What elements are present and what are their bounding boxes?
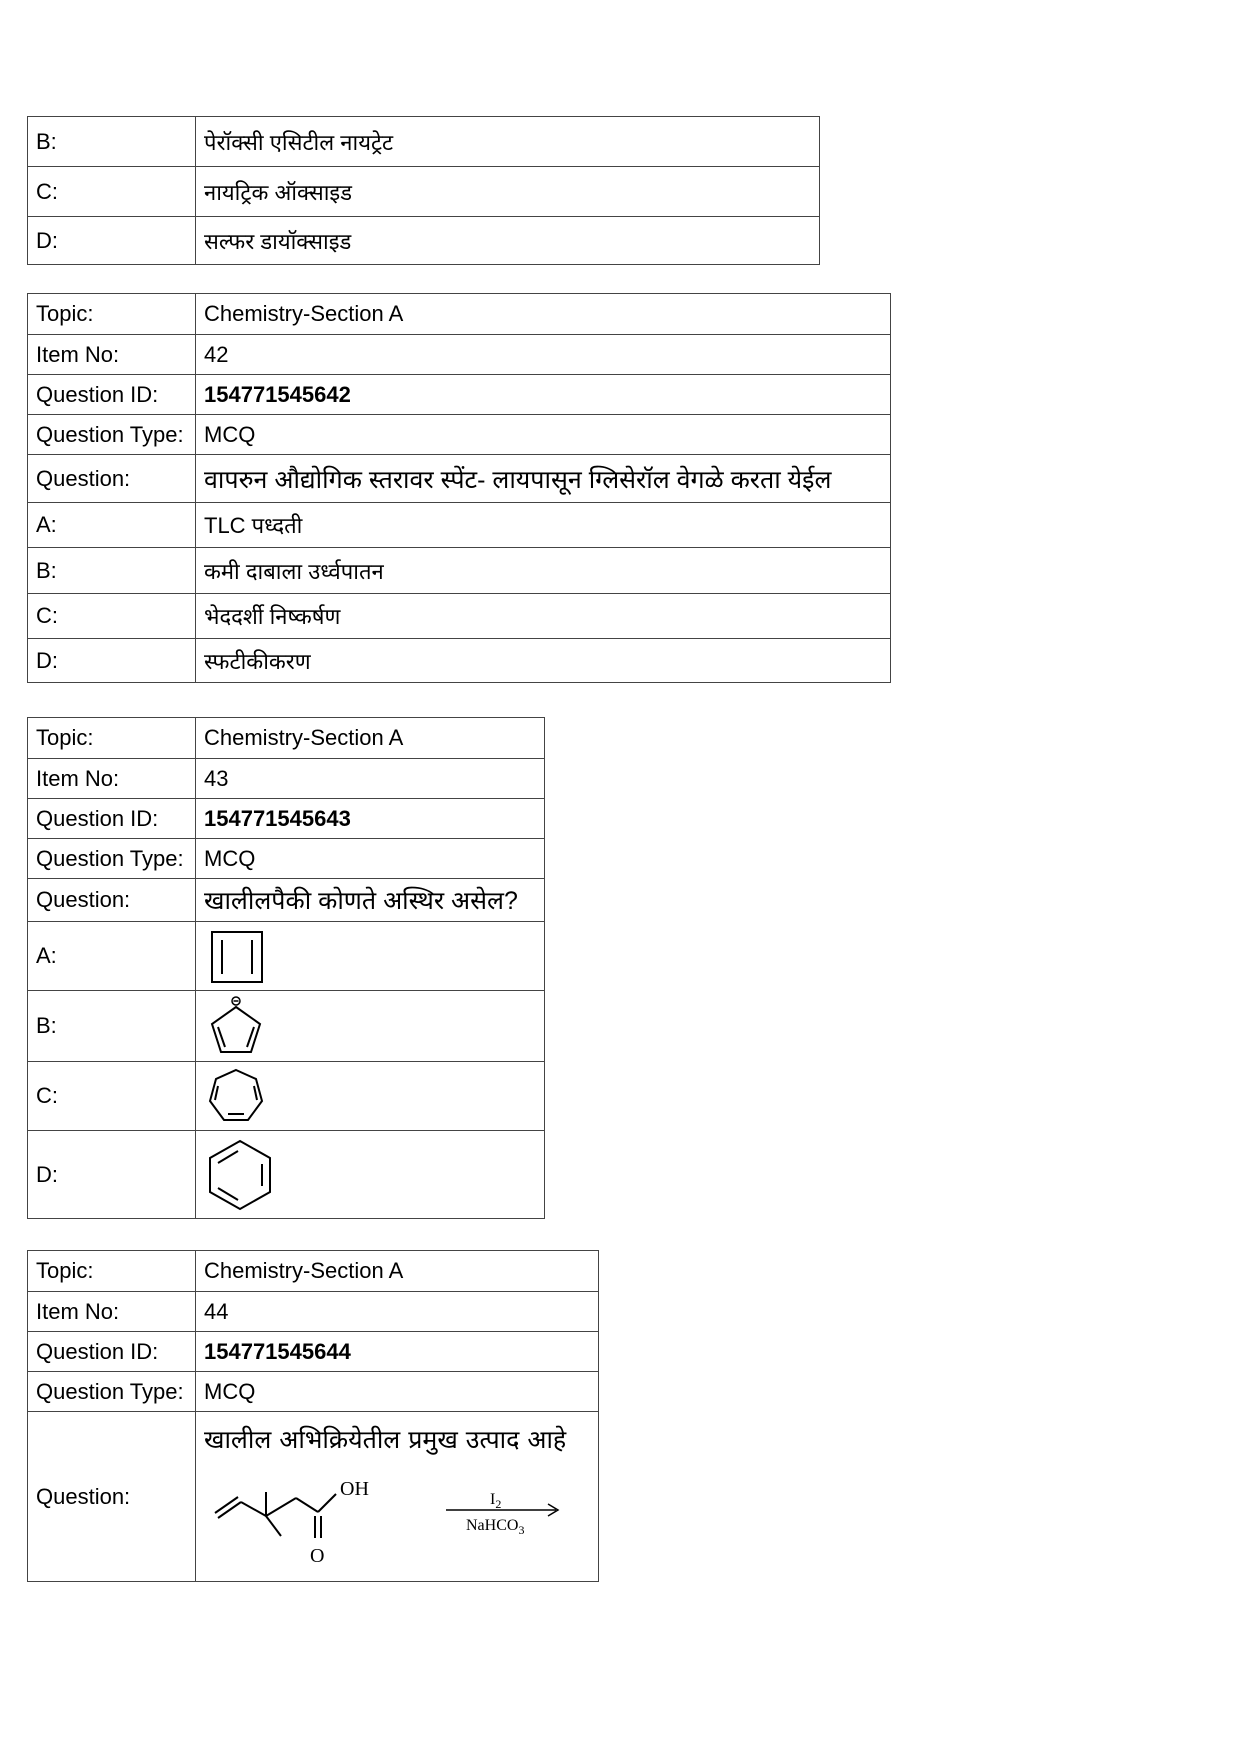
carbonyl-oxygen-label: O: [310, 1544, 325, 1567]
question-label: Question:: [28, 1412, 196, 1582]
option-c-label: C:: [28, 1062, 196, 1131]
reaction-scheme: [196, 1458, 596, 1576]
question-id-label: Question ID:: [28, 375, 196, 415]
option-c-text: नायट्रिक ऑक्साइड: [196, 167, 820, 217]
reagent-bicarbonate: [466, 1517, 524, 1537]
option-c-label: C:: [28, 594, 196, 639]
option-b-label: B:: [28, 117, 196, 167]
question-type-label: Question Type:: [28, 1372, 196, 1412]
item-no-value: 44: [196, 1292, 599, 1332]
question-content: [196, 1412, 599, 1582]
reagent-iodine-subscript: 2: [495, 1496, 502, 1511]
topic-label: Topic:: [28, 294, 196, 335]
option-c-image: [196, 1062, 545, 1131]
question-text: खालील अभिक्रियेतील प्रमुख उत्पाद आहे: [204, 1424, 567, 1454]
question-label: Question:: [28, 879, 196, 922]
item-no-value: 43: [196, 759, 545, 799]
cyclopentadienyl-anion-structure-icon: [204, 994, 268, 1058]
item-no-label: Item No:: [28, 1292, 196, 1332]
reagent-iodine-symbol: I: [490, 1490, 496, 1508]
option-a-label: A:: [28, 503, 196, 548]
option-b-image: [196, 991, 545, 1062]
option-d-label: D:: [28, 639, 196, 683]
option-c-text: भेददर्शी निष्कर्षण: [196, 594, 891, 639]
question-id-value: 154771545644: [196, 1332, 599, 1372]
option-a-text: TLC पध्दती: [196, 503, 891, 548]
option-d-label: D:: [28, 1131, 196, 1219]
reagent-bicarbonate-formula: NaHCO: [466, 1516, 519, 1534]
question-type-label: Question Type:: [28, 415, 196, 455]
question-type-value: MCQ: [196, 839, 545, 879]
option-c-label: C:: [28, 167, 196, 217]
question-44-table: [27, 1250, 599, 1582]
topic-value: Chemistry-Section A: [196, 1251, 599, 1292]
option-a-image: [196, 922, 545, 991]
topic-value: Chemistry-Section A: [196, 718, 545, 759]
reagent-bicarbonate-subscript: 3: [518, 1522, 525, 1537]
question-id-label: Question ID:: [28, 799, 196, 839]
question-id-label: Question ID:: [28, 1332, 196, 1372]
question-label: Question:: [28, 455, 196, 503]
option-d-text: स्फटीकीकरण: [196, 639, 891, 683]
item-no-label: Item No:: [28, 759, 196, 799]
question-id-value: 154771545642: [196, 375, 891, 415]
option-b-text: कमी दाबाला उर्ध्वपातन: [196, 548, 891, 594]
cycloheptatriene-structure-icon: [204, 1064, 268, 1128]
question-type-value: MCQ: [196, 1372, 599, 1412]
item-no-value: 42: [196, 335, 891, 375]
question-id-value: 154771545643: [196, 799, 545, 839]
question-type-value: MCQ: [196, 415, 891, 455]
question-43-table: [27, 717, 545, 1219]
question-text: खालीलपैकी कोणते अस्थिर असेल?: [196, 879, 545, 922]
option-b-label: B:: [28, 548, 196, 594]
hydroxyl-label: OH: [340, 1477, 369, 1500]
question-42-table: [27, 293, 891, 683]
previous-question-options: [27, 116, 820, 265]
reagent-iodine: [490, 1491, 501, 1511]
option-d-text: सल्फर डायॉक्साइड: [196, 217, 820, 265]
question-text: वापरुन औद्योगिक स्तरावर स्पेंट- लायपासून ग्लिसेरॉल वेगळे करता येईल: [196, 455, 891, 503]
option-b-label: B:: [28, 991, 196, 1062]
option-d-label: D:: [28, 217, 196, 265]
item-no-label: Item No:: [28, 335, 196, 375]
question-type-label: Question Type:: [28, 839, 196, 879]
topic-label: Topic:: [28, 1251, 196, 1292]
topic-label: Topic:: [28, 718, 196, 759]
topic-value: Chemistry-Section A: [196, 294, 891, 335]
option-a-label: A:: [28, 922, 196, 991]
option-b-text: पेरॉक्सी एसिटील नायट्रेट: [196, 117, 820, 167]
benzene-structure-icon: [204, 1137, 276, 1213]
cyclobutadiene-structure-icon: [204, 926, 264, 986]
option-d-image: [196, 1131, 545, 1219]
